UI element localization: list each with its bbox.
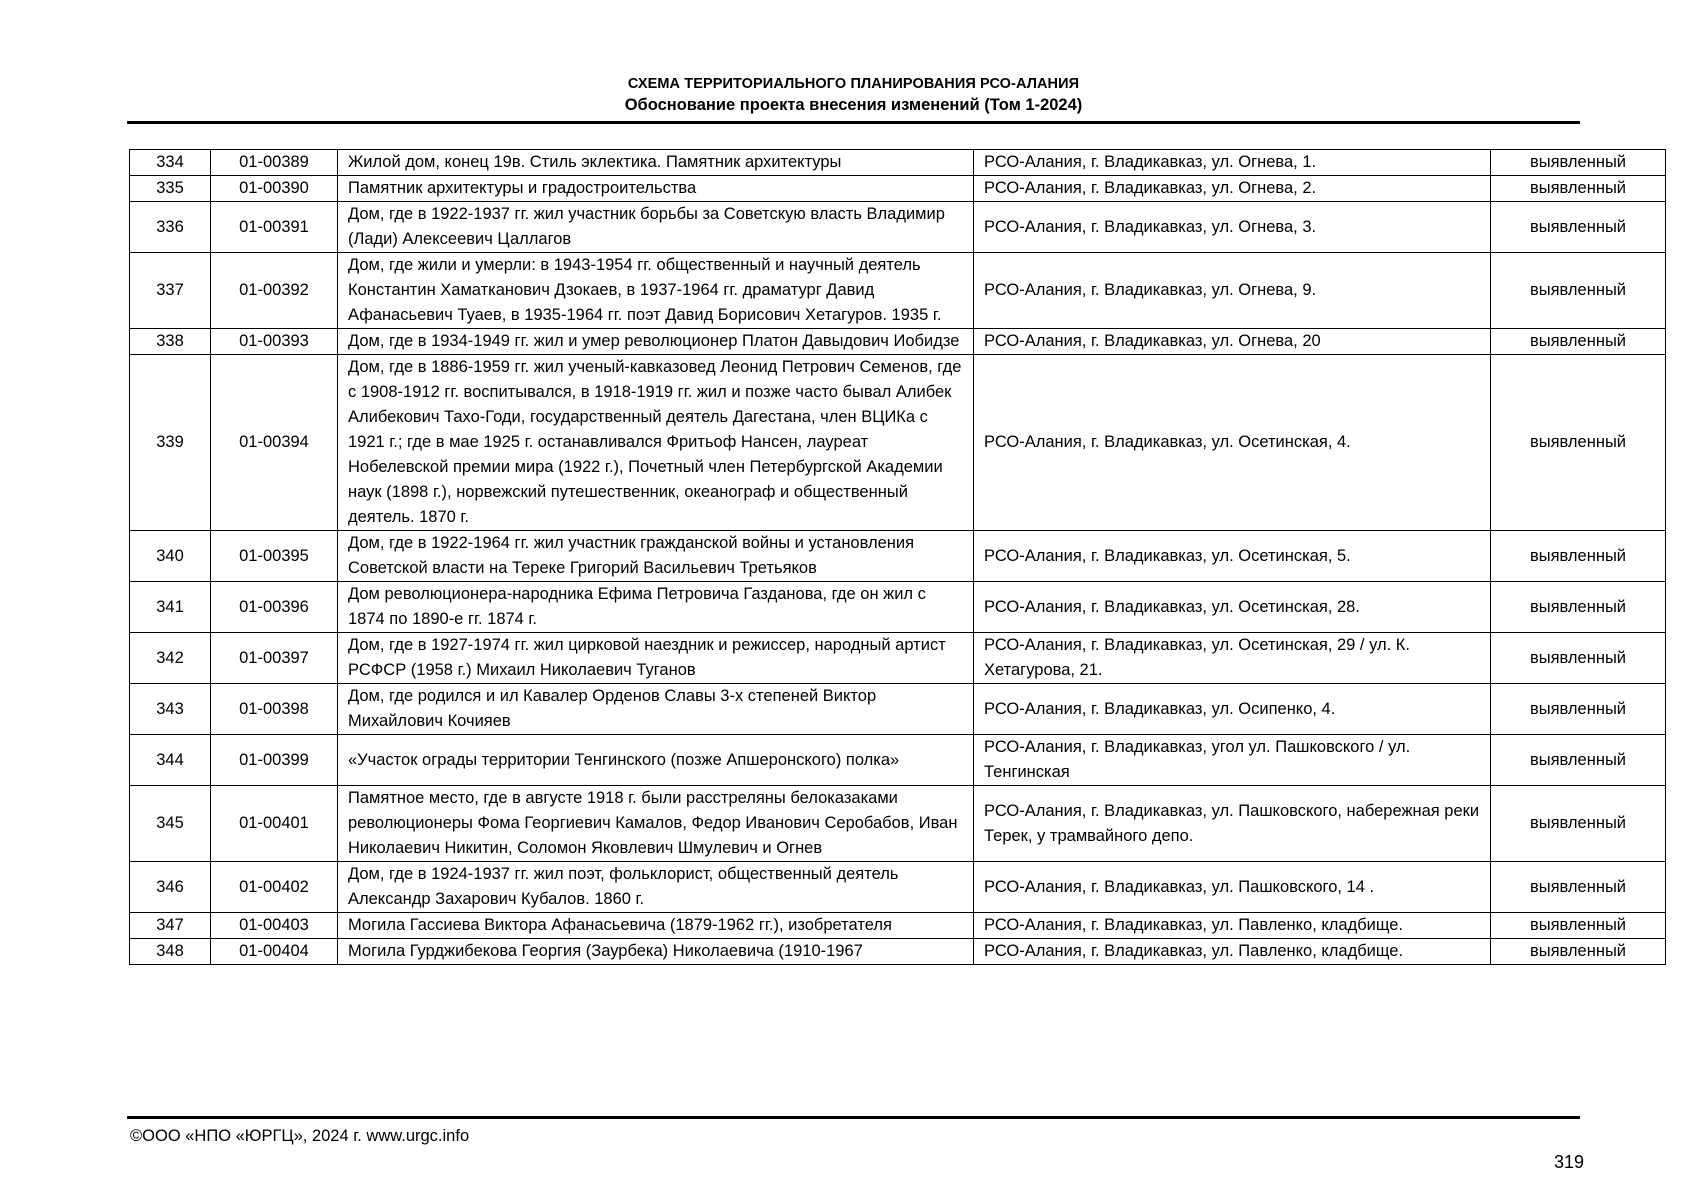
row-number-cell: 335 <box>130 176 211 202</box>
registry-code-cell: 01-00391 <box>211 202 338 253</box>
table-row <box>130 684 1666 735</box>
row-number-cell: 344 <box>130 735 211 786</box>
document-title: СХЕМА ТЕРРИТОРИАЛЬНОГО ПЛАНИРОВАНИЯ РСО-АЛАНИЯ <box>627 76 1080 92</box>
heritage-registry-table <box>129 149 1666 965</box>
object-name-cell: Памятник архитектуры и градостроительства <box>338 176 974 202</box>
address-cell: РСО-Алания, г. Владикавказ, ул. Осетинская, 4. <box>974 355 1491 531</box>
registry-code-cell: 01-00402 <box>211 862 338 913</box>
row-number-cell: 343 <box>130 684 211 735</box>
status-cell: выявленный <box>1491 176 1666 202</box>
object-name-cell: Дом, где в 1924-1937 гг. жил поэт, фольклорист, общественный деятель Александр Захарович Кубалов. 1860 г. <box>338 862 974 913</box>
table-body <box>130 150 1666 965</box>
row-number-cell: 338 <box>130 329 211 355</box>
status-cell: выявленный <box>1491 253 1666 329</box>
row-number-cell: 345 <box>130 786 211 862</box>
address-cell: РСО-Алания, г. Владикавказ, угол ул. Пашковского / ул. Тенгинская <box>974 735 1491 786</box>
status-cell: выявленный <box>1491 913 1666 939</box>
object-name-cell: Дом революционера-народника Ефима Петровича Газданова, где он жил с 1874 по 1890-е гг. 1874 г. <box>338 582 974 633</box>
object-name-cell: Могила Гурджибекова Георгия (Заурбека) Николаевича (1910-1967 <box>338 939 974 965</box>
object-name-cell: Дом, где родился и ил Кавалер Орденов Славы 3-х степеней Виктор Михайлович Кочияев <box>338 684 974 735</box>
object-name-cell: Дом, где в 1922-1937 гг. жил участник борьбы за Советскую власть Владимир (Лади) Алексеевич Цаллагов <box>338 202 974 253</box>
status-cell: выявленный <box>1491 862 1666 913</box>
address-cell: РСО-Алания, г. Владикавказ, ул. Огнева, 3. <box>974 202 1491 253</box>
status-cell: выявленный <box>1491 582 1666 633</box>
status-cell: выявленный <box>1491 355 1666 531</box>
object-name-cell: Дом, где в 1922-1964 гг. жил участник гражданской войны и установления Советской власти на Тереке Григорий Васильевич Третьяков <box>338 531 974 582</box>
row-number-cell: 339 <box>130 355 211 531</box>
status-cell: выявленный <box>1491 633 1666 684</box>
address-cell: РСО-Алания, г. Владикавказ, ул. Осетинская, 5. <box>974 531 1491 582</box>
registry-code-cell: 01-00396 <box>211 582 338 633</box>
registry-code-cell: 01-00394 <box>211 355 338 531</box>
registry-code-cell: 01-00404 <box>211 939 338 965</box>
address-cell: РСО-Алания, г. Владикавказ, ул. Огнева, 2. <box>974 176 1491 202</box>
status-cell: выявленный <box>1491 329 1666 355</box>
address-cell: РСО-Алания, г. Владикавказ, ул. Осипенко, 4. <box>974 684 1491 735</box>
document-subtitle: Обоснование проекта внесения изменений (Том 1-2024) <box>624 96 1083 114</box>
object-name-cell: Жилой дом, конец 19в. Стиль эклектика. Памятник архитектуры <box>338 150 974 176</box>
registry-code-cell: 01-00389 <box>211 150 338 176</box>
row-number-cell: 341 <box>130 582 211 633</box>
row-number-cell: 337 <box>130 253 211 329</box>
table-row <box>130 735 1666 786</box>
object-name-cell: Дом, где в 1934-1949 гг. жил и умер революционер Платон Давыдович Иобидзе <box>338 329 974 355</box>
status-cell: выявленный <box>1491 150 1666 176</box>
row-number-cell: 346 <box>130 862 211 913</box>
table-row <box>130 355 1666 531</box>
row-number-cell: 348 <box>130 939 211 965</box>
table-row <box>130 253 1666 329</box>
address-cell: РСО-Алания, г. Владикавказ, ул. Огнева, 9. <box>974 253 1491 329</box>
address-cell: РСО-Алания, г. Владикавказ, ул. Пашковского, набережная реки Терек, у трамвайного депо. <box>974 786 1491 862</box>
status-cell: выявленный <box>1491 939 1666 965</box>
row-number-cell: 336 <box>130 202 211 253</box>
footer-copyright: ©ООО «НПО «ЮРГЦ», 2024 г. www.urgc.info <box>130 1127 470 1145</box>
address-cell: РСО-Алания, г. Владикавказ, ул. Огнева, 20 <box>974 329 1491 355</box>
row-number-cell: 342 <box>130 633 211 684</box>
status-cell: выявленный <box>1491 531 1666 582</box>
status-cell: выявленный <box>1491 735 1666 786</box>
row-number-cell: 340 <box>130 531 211 582</box>
status-cell: выявленный <box>1491 684 1666 735</box>
object-name-cell: Могила Гассиева Виктора Афанасьевича (1879-1962 гг.), изобретателя <box>338 913 974 939</box>
page-number: 319 <box>1553 1152 1584 1172</box>
table-row <box>130 329 1666 355</box>
table-row <box>130 633 1666 684</box>
status-cell: выявленный <box>1491 202 1666 253</box>
registry-code-cell: 01-00390 <box>211 176 338 202</box>
object-name-cell: Дом, где в 1886-1959 гг. жил ученый-кавказовед Леонид Петрович Семенов, где с 1908-1912 гг. воспитывался, в 1918-1919 гг. жил и позже часто бывал Алибек Алибекович Тахо-Годи, государственный деятель Дагестана, член ВЦИКа с 1921 г.; где в мае 1925 г. останавливался Фритьоф Нансен, лауреат Нобелевской премии мира (1922 г.), Почетный член Петербургской Академии наук (1898 г.), норвежский путешественник, океанограф и общественный деятель. 1870 г. <box>338 355 974 531</box>
table-row <box>130 150 1666 176</box>
registry-code-cell: 01-00397 <box>211 633 338 684</box>
registry-code-cell: 01-00392 <box>211 253 338 329</box>
table-row <box>130 786 1666 862</box>
table-row <box>130 582 1666 633</box>
address-cell: РСО-Алания, г. Владикавказ, ул. Павленко, кладбище. <box>974 913 1491 939</box>
footer-divider <box>127 1116 1580 1119</box>
address-cell: РСО-Алания, г. Владикавказ, ул. Пашковского, 14 . <box>974 862 1491 913</box>
header-divider <box>127 121 1580 124</box>
registry-code-cell: 01-00399 <box>211 735 338 786</box>
address-cell: РСО-Алания, г. Владикавказ, ул. Осетинская, 28. <box>974 582 1491 633</box>
page-header <box>127 74 1580 116</box>
address-cell: РСО-Алания, г. Владикавказ, ул. Павленко, кладбище. <box>974 939 1491 965</box>
row-number-cell: 347 <box>130 913 211 939</box>
address-cell: РСО-Алания, г. Владикавказ, ул. Огнева, 1. <box>974 150 1491 176</box>
registry-code-cell: 01-00401 <box>211 786 338 862</box>
table-row <box>130 176 1666 202</box>
object-name-cell: «Участок ограды территории Тенгинского (позже Апшеронского) полка» <box>338 735 974 786</box>
table-row <box>130 531 1666 582</box>
table-row <box>130 202 1666 253</box>
object-name-cell: Памятное место, где в августе 1918 г. были расстреляны белоказаками революционеры Фома Георгиевич Камалов, Федор Иванович Серобабов, Иван Николаевич Никитин, Соломон Яковлевич Шмулевич и Огнев <box>338 786 974 862</box>
table-row <box>130 913 1666 939</box>
registry-code-cell: 01-00393 <box>211 329 338 355</box>
table-row <box>130 939 1666 965</box>
address-cell: РСО-Алания, г. Владикавказ, ул. Осетинская, 29 / ул. К. Хетагурова, 21. <box>974 633 1491 684</box>
registry-code-cell: 01-00395 <box>211 531 338 582</box>
object-name-cell: Дом, где в 1927-1974 гг. жил цирковой наездник и режиссер, народный артист РСФСР (1958 г.) Михаил Николаевич Туганов <box>338 633 974 684</box>
object-name-cell: Дом, где жили и умерли: в 1943-1954 гг. общественный и научный деятель Константин Хаматканович Дзокаев, в 1937-1964 гг. драматург Давид Афанасьевич Туаев, в 1935-1964 гг. поэт Давид Борисович Хетагуров. 1935 г. <box>338 253 974 329</box>
row-number-cell: 334 <box>130 150 211 176</box>
registry-code-cell: 01-00403 <box>211 913 338 939</box>
status-cell: выявленный <box>1491 786 1666 862</box>
table-row <box>130 862 1666 913</box>
registry-code-cell: 01-00398 <box>211 684 338 735</box>
